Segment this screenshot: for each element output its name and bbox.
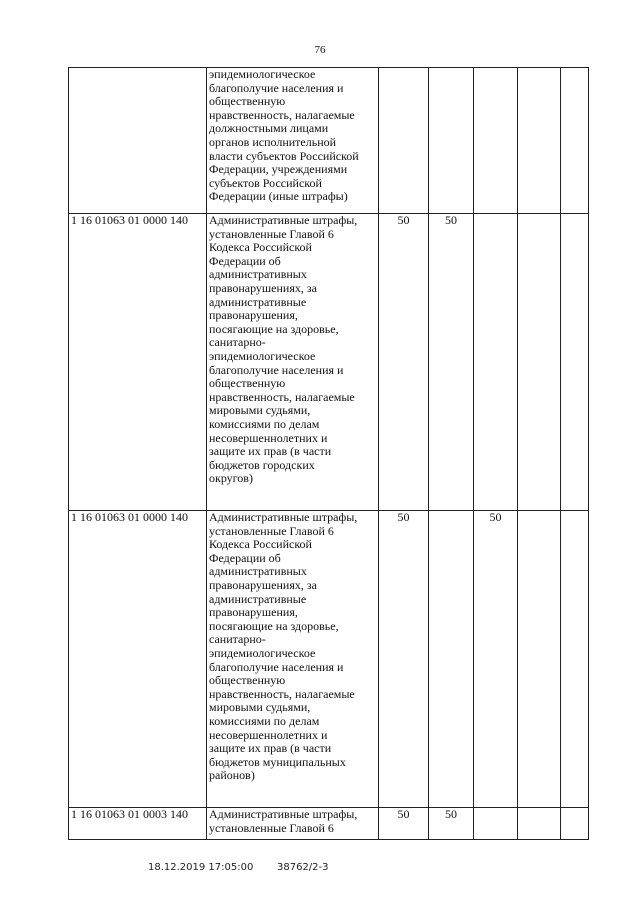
description-line: Федерации (иные штрафы)	[209, 189, 348, 204]
percent-cell-v3	[474, 808, 518, 840]
percent-cell-v1: 50	[379, 511, 429, 808]
percent-cell-v4	[518, 214, 561, 511]
description-line: общественную	[209, 94, 286, 109]
percent-cell-v4	[518, 511, 561, 808]
description-line: нравственность, налагаемые	[209, 107, 355, 122]
percent-cell-v1	[379, 68, 429, 214]
description-line: Федерации об	[209, 550, 281, 565]
description-line: Административные штрафы,	[209, 510, 358, 524]
classification-code: 1 16 01063 01 0003 140	[69, 808, 207, 840]
description-line: эпидемиологическое	[209, 67, 316, 81]
percent-cell-v4	[518, 808, 561, 840]
description-line: правонарушениях, за	[209, 577, 317, 592]
description-line: благополучие населения и	[209, 80, 344, 95]
description-line: правонарушения,	[209, 308, 298, 323]
description-line: установленные Главой 6	[209, 820, 334, 835]
description-line: установленные Главой 6	[209, 523, 334, 538]
revenue-description	[207, 214, 379, 511]
print-timestamp: 18.12.2019 17:05:00	[148, 862, 254, 873]
description-line: правонарушения,	[209, 605, 298, 620]
description-line: защите их прав (в части	[209, 444, 332, 459]
table-row	[69, 214, 589, 511]
percent-cell-v5	[561, 511, 589, 808]
description-line: посягающие на здоровье,	[209, 321, 339, 336]
revenue-description	[207, 808, 379, 840]
description-line: эпидемиологическое	[209, 645, 316, 660]
description-line: районов)	[209, 768, 255, 783]
percent-cell-v3	[474, 68, 518, 214]
table-row	[69, 808, 589, 840]
percent-cell-v2: 50	[429, 808, 474, 840]
description-line: должностными лицами	[209, 121, 329, 136]
description-line: власти субъектов Российской	[209, 148, 359, 163]
description-line: защите их прав (в части	[209, 741, 332, 756]
percent-cell-v1: 50	[379, 214, 429, 511]
description-line: правонарушениях, за	[209, 280, 317, 295]
description-line: нравственность, налагаемые	[209, 389, 355, 404]
description-line: Федерации, учреждениями	[209, 162, 348, 177]
description-line: общественную	[209, 673, 286, 688]
percent-cell-v2: 50	[429, 214, 474, 511]
revenue-description	[207, 68, 379, 214]
description-line: посягающие на здоровье,	[209, 618, 339, 633]
classification-code: 1 16 01063 01 0000 140	[69, 511, 207, 808]
description-line: органов исполнительной	[209, 134, 337, 149]
description-line: Административные штрафы,	[209, 807, 358, 821]
percent-cell-v4	[518, 68, 561, 214]
page-number: 76	[314, 44, 326, 56]
description-line: бюджетов муниципальных	[209, 754, 346, 769]
description-line: округов)	[209, 471, 253, 486]
classification-code	[69, 68, 207, 214]
description-line: общественную	[209, 376, 286, 391]
description-line: бюджетов городских	[209, 457, 315, 472]
percent-cell-v2	[429, 511, 474, 808]
description-line: Кодекса Российской	[209, 240, 312, 255]
table-row	[69, 68, 589, 214]
description-line: мировыми судьями,	[209, 700, 311, 715]
percent-cell-v1: 50	[379, 808, 429, 840]
description-line: административные	[209, 294, 307, 309]
table-body	[69, 68, 589, 840]
description-line: Федерации об	[209, 253, 281, 268]
percent-cell-v5	[561, 68, 589, 214]
description-line: нравственность, налагаемые	[209, 686, 355, 701]
description-line: благополучие населения и	[209, 659, 344, 674]
description-line: административных	[209, 564, 307, 579]
description-line: комиссиями по делам	[209, 416, 320, 431]
document-id: 38762/2-3	[277, 862, 329, 873]
budget-classification-table	[68, 67, 589, 840]
percent-cell-v3: 50	[474, 511, 518, 808]
description-line: субъектов Российской	[209, 175, 322, 190]
description-line: Административные штрафы,	[209, 213, 358, 227]
table-row	[69, 511, 589, 808]
description-line: благополучие населения и	[209, 362, 344, 377]
percent-cell-v5	[561, 214, 589, 511]
revenue-description	[207, 511, 379, 808]
description-line: эпидемиологическое	[209, 348, 316, 363]
description-line: несовершеннолетних и	[209, 727, 328, 742]
description-line: санитарно-	[209, 335, 266, 350]
description-line: административные	[209, 591, 307, 606]
description-line: установленные Главой 6	[209, 226, 334, 241]
percent-cell-v5	[561, 808, 589, 840]
description-line: санитарно-	[209, 632, 266, 647]
description-line: мировыми судьями,	[209, 403, 311, 418]
description-line: несовершеннолетних и	[209, 430, 328, 445]
classification-code: 1 16 01063 01 0000 140	[69, 214, 207, 511]
percent-cell-v2	[429, 68, 474, 214]
description-line: Кодекса Российской	[209, 537, 312, 552]
percent-cell-v3	[474, 214, 518, 511]
description-line: комиссиями по делам	[209, 713, 320, 728]
description-line: административных	[209, 267, 307, 282]
